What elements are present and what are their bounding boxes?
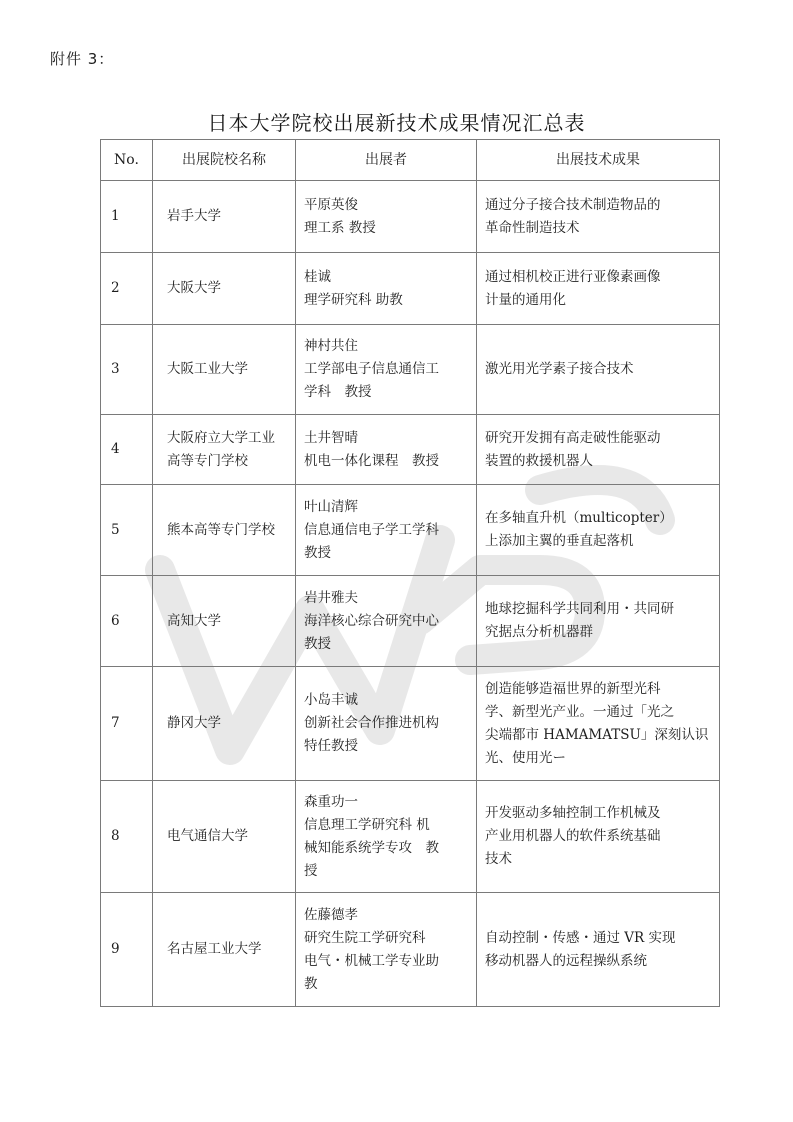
row-school: 静冈大学: [153, 667, 296, 781]
table-row: [101, 667, 720, 781]
document-title: 日本大学院校出展新技术成果情况汇总表: [207, 111, 586, 135]
header-tech: 出展技术成果: [477, 140, 720, 181]
row-exhibitor: 森重功一 信息理工学研究科 机 械知能系统学专攻 教 授: [296, 781, 477, 893]
row-exhibitor: 叶山清辉 信息通信电子学工学科 教授: [296, 485, 477, 576]
table-row: [101, 181, 720, 253]
row-tech: 通过相机校正进行亚像素画像 计量的通用化: [477, 253, 720, 325]
table-row: [101, 415, 720, 485]
row-exhibitor: 平原英俊 理工系 教授: [296, 181, 477, 253]
row-exhibitor: 神村共住 工学部电子信息通信工 学科 教授: [296, 325, 477, 415]
row-no: 9: [101, 893, 153, 1007]
row-no: 8: [101, 781, 153, 893]
table-row: [101, 893, 720, 1007]
row-tech: 激光用光学素子接合技术: [477, 325, 720, 415]
row-no: 1: [101, 181, 153, 253]
row-tech: 地球挖掘科学共同利用・共同研 究据点分析机器群: [477, 576, 720, 667]
row-exhibitor: 桂诚 理学研究科 助教: [296, 253, 477, 325]
row-no: 3: [101, 325, 153, 415]
summary-table: [100, 139, 720, 1007]
table-row: [101, 253, 720, 325]
header-school: 出展院校名称: [153, 140, 296, 181]
row-exhibitor: 土井智晴 机电一体化课程 教授: [296, 415, 477, 485]
table-row: [101, 576, 720, 667]
table-row: [101, 781, 720, 893]
row-school: 岩手大学: [153, 181, 296, 253]
attachment-label: 附件 3：: [50, 50, 115, 68]
row-tech: 研究开发拥有高走破性能驱动 装置的救援机器人: [477, 415, 720, 485]
row-no: 7: [101, 667, 153, 781]
row-no: 4: [101, 415, 153, 485]
row-tech: 自动控制・传感・通过 VR 实现 移动机器人的远程操纵系统: [477, 893, 720, 1007]
row-school: 大阪大学: [153, 253, 296, 325]
table-row: [101, 485, 720, 576]
row-no: 6: [101, 576, 153, 667]
row-exhibitor: 岩井雅夫 海洋核心综合研究中心 教授: [296, 576, 477, 667]
row-no: 2: [101, 253, 153, 325]
row-school: 大阪工业大学: [153, 325, 296, 415]
row-exhibitor: 小岛丰诚 创新社会合作推进机构 特任教授: [296, 667, 477, 781]
header-exhibitor: 出展者: [296, 140, 477, 181]
row-tech: 在多轴直升机（multicopter） 上添加主翼的垂直起落机: [477, 485, 720, 576]
table-header-row: [101, 140, 720, 181]
row-exhibitor: 佐藤德孝 研究生院工学研究科 电气・机械工学专业助 教: [296, 893, 477, 1007]
row-school: 高知大学: [153, 576, 296, 667]
row-tech: 开发驱动多轴控制工作机械及 产业用机器人的软件系统基础 技术: [477, 781, 720, 893]
row-school: 电气通信大学: [153, 781, 296, 893]
row-school: 熊本高等专门学校: [153, 485, 296, 576]
header-no: No.: [101, 140, 153, 181]
row-school: 大阪府立大学工业 高等专门学校: [153, 415, 296, 485]
row-tech: 通过分子接合技术制造物品的 革命性制造技术: [477, 181, 720, 253]
row-no: 5: [101, 485, 153, 576]
row-tech: 创造能够造福世界的新型光科 学、新型光产业。一通过「光之 尖端都市 HAMAMATSU」深刻认识 光、使用光ー: [477, 667, 720, 781]
row-school: 名古屋工业大学: [153, 893, 296, 1007]
table-row: [101, 325, 720, 415]
